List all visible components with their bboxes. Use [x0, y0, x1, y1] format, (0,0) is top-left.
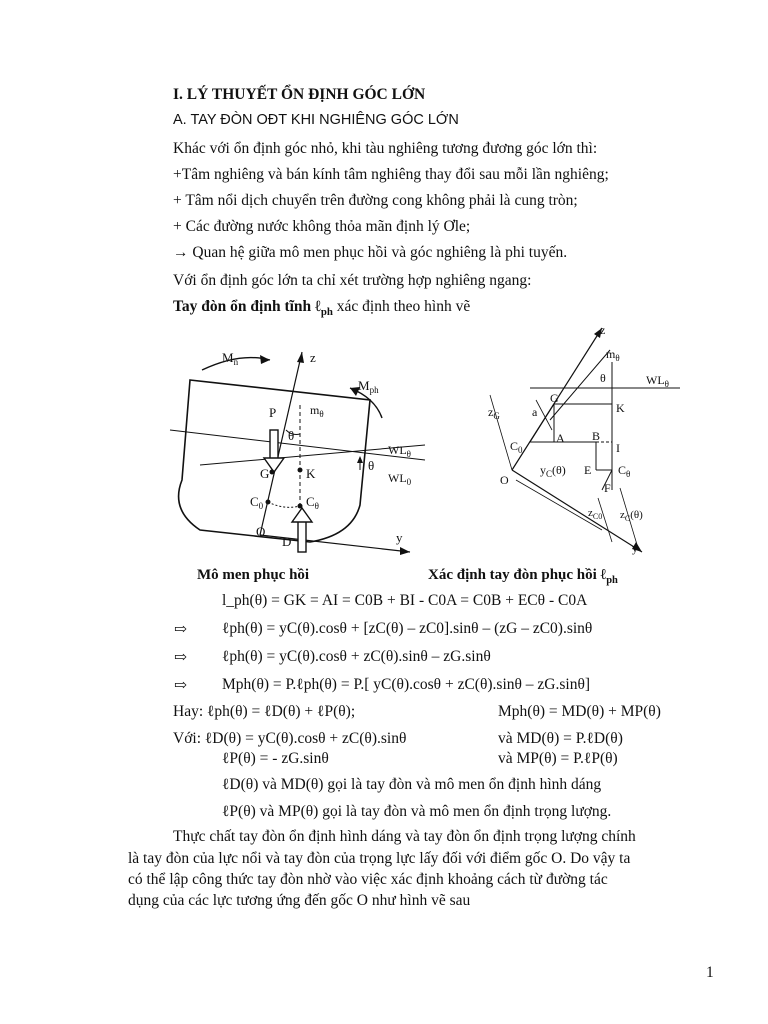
- paragraph-line-4: dụng của các lực tương ứng đến gốc O như hình vẽ sau: [128, 892, 471, 909]
- equation-voi-right-1: và MD(θ) = P.ℓD(θ): [498, 730, 623, 747]
- equation-voi-left-1: Với: ℓD(θ) = yC(θ).cosθ + zC(θ).sinθ: [173, 730, 407, 747]
- z-axis: [260, 352, 302, 535]
- label-theta-right: θ: [600, 371, 606, 385]
- label-d: D: [282, 534, 292, 549]
- label-z-left: z: [310, 350, 316, 365]
- label-i-point: I: [616, 441, 620, 455]
- label-a-dim: a: [532, 405, 538, 419]
- label-zg: $z_G$: [488, 405, 500, 421]
- label-z-right: z: [600, 323, 606, 337]
- page-subheading: A. TAY ĐÒN OĐT KHI NGHIÊNG GÓC LỚN: [173, 112, 459, 128]
- label-c-theta: $C_\theta$: [306, 494, 319, 511]
- page-heading: I. LÝ THUYẾT ỔN ĐỊNH GÓC LỚN: [173, 86, 426, 103]
- label-wl-0: $WL_0$: [388, 471, 412, 487]
- buoyancy-arrow: [292, 508, 312, 522]
- label-yc: $y_C(\theta)$: [540, 463, 566, 479]
- label-m-theta: $m_\theta$: [310, 403, 324, 419]
- lever-line-a: Tay đòn ổn định tĩnh ℓ: [173, 298, 321, 315]
- paragraph-line-2: là tay đòn của lực nổi và tay đòn của trọng lực lấy đối với điểm gốc O. Do vậy ta: [128, 850, 631, 867]
- label-mn: $M_n$: [222, 350, 239, 367]
- equation-voi-left-2: ℓP(θ) = - zG.sinθ: [222, 750, 329, 767]
- lever-line: [173, 298, 470, 318]
- label-zc-theta: $z_C(\theta)$: [620, 509, 643, 523]
- lever-determination-figure: [470, 320, 710, 560]
- label-b-point: B: [592, 429, 601, 443]
- label-m-theta-right: $m_\theta$: [606, 347, 620, 363]
- caption-right-sub: ph: [606, 575, 618, 586]
- paragraph-line-1: Thực chất tay đòn ổn định hình dáng và tay đòn ổn định trọng lượng chính: [173, 828, 636, 845]
- label-o-left: O: [256, 524, 266, 539]
- equation-hay-left: Hay: ℓph(θ) = ℓD(θ) + ℓP(θ);: [173, 703, 356, 720]
- arrow-1: ⇨: [174, 621, 187, 638]
- label-zc0: $z_{C0}$: [588, 507, 603, 521]
- label-y-right: y: [632, 541, 638, 555]
- caption-right-text: Xác định tay đòn phục hồi ℓ: [428, 567, 607, 583]
- bullet-2: + Tâm nổi dịch chuyển trên đường cong không phải là cung tròn;: [173, 192, 578, 209]
- label-p: P: [269, 405, 277, 420]
- equation-1: l_ph(θ) = GK = AI = C0B + BI - C0A = C0B + ECθ - C0A: [222, 592, 588, 609]
- label-mph: $M_{ph}$: [358, 378, 379, 395]
- label-y-left: y: [396, 530, 403, 545]
- label-f-point: F: [604, 481, 611, 495]
- lever-line-b: xác định theo hình vẽ: [332, 298, 471, 315]
- label-c0-right: $C_0$: [510, 439, 523, 455]
- case-line: Với ổn định góc lớn ta chỉ xét trường hợp nghiêng ngang:: [173, 272, 532, 289]
- label-o-right: O: [500, 473, 509, 487]
- label-theta-1: θ: [288, 428, 295, 443]
- bullet-4: → Quan hệ giữa mô men phục hồi và góc nghiêng là phi tuyến.: [173, 244, 568, 261]
- label-a-point: A: [556, 431, 565, 445]
- label-c0: $C_0$: [250, 494, 264, 511]
- label-k: K: [306, 466, 316, 481]
- page-number: 1: [706, 964, 714, 981]
- note-2: ℓP(θ) và MP(θ) gọi là tay đòn và mô men ổn định trọng lượng.: [222, 803, 612, 820]
- equation-3: ℓph(θ) = yC(θ).cosθ + zC(θ).sinθ – zG.sinθ: [222, 648, 491, 665]
- restoring-moment-figure: [160, 330, 430, 560]
- caption-right: [428, 567, 618, 586]
- arrow-3: ⇨: [174, 677, 187, 694]
- label-wl-right: $WL_\theta$: [646, 373, 669, 389]
- label-c-theta-right: $C_\theta$: [618, 463, 631, 479]
- label-g: G: [260, 466, 270, 481]
- arrow-2: ⇨: [174, 649, 187, 666]
- label-e-point: E: [584, 463, 592, 477]
- note-1: ℓD(θ) và MD(θ) gọi là tay đòn và mô men ổn định hình dáng: [222, 776, 602, 793]
- label-wl-theta: $WL_\theta$: [388, 443, 411, 459]
- paragraph-line-3: có thể lập công thức tay đòn nhờ vào việc xác định khoảng cách từ đường tác: [128, 871, 608, 888]
- equation-voi-right-2: và MP(θ) = P.ℓP(θ): [498, 750, 618, 767]
- bullet-1: +Tâm nghiêng và bán kính tâm nghiêng thay đổi sau mỗi lần nghiêng;: [173, 166, 609, 183]
- bullet-3: + Các đường nước không thỏa mãn định lý Ơle;: [173, 218, 471, 235]
- label-k-right: K: [616, 401, 625, 415]
- label-theta-2: θ: [368, 458, 375, 473]
- equation-4: Mph(θ) = P.ℓph(θ) = P.[ yC(θ).cosθ + zC(θ).sinθ – zG.sinθ]: [222, 676, 591, 693]
- lever-line-sub: ph: [320, 306, 333, 319]
- intro-text: Khác với ổn định góc nhỏ, khi tàu nghiêng tương đương góc lớn thì:: [173, 140, 598, 157]
- equation-2: ℓph(θ) = yC(θ).cosθ + [zC(θ) – zC0].sinθ – (zG – zC0).sinθ: [222, 620, 593, 637]
- label-g-right: G: [550, 391, 559, 405]
- equation-hay-right: Mph(θ) = MD(θ) + MP(θ): [498, 703, 661, 720]
- caption-left: Mô men phục hồi: [197, 567, 310, 583]
